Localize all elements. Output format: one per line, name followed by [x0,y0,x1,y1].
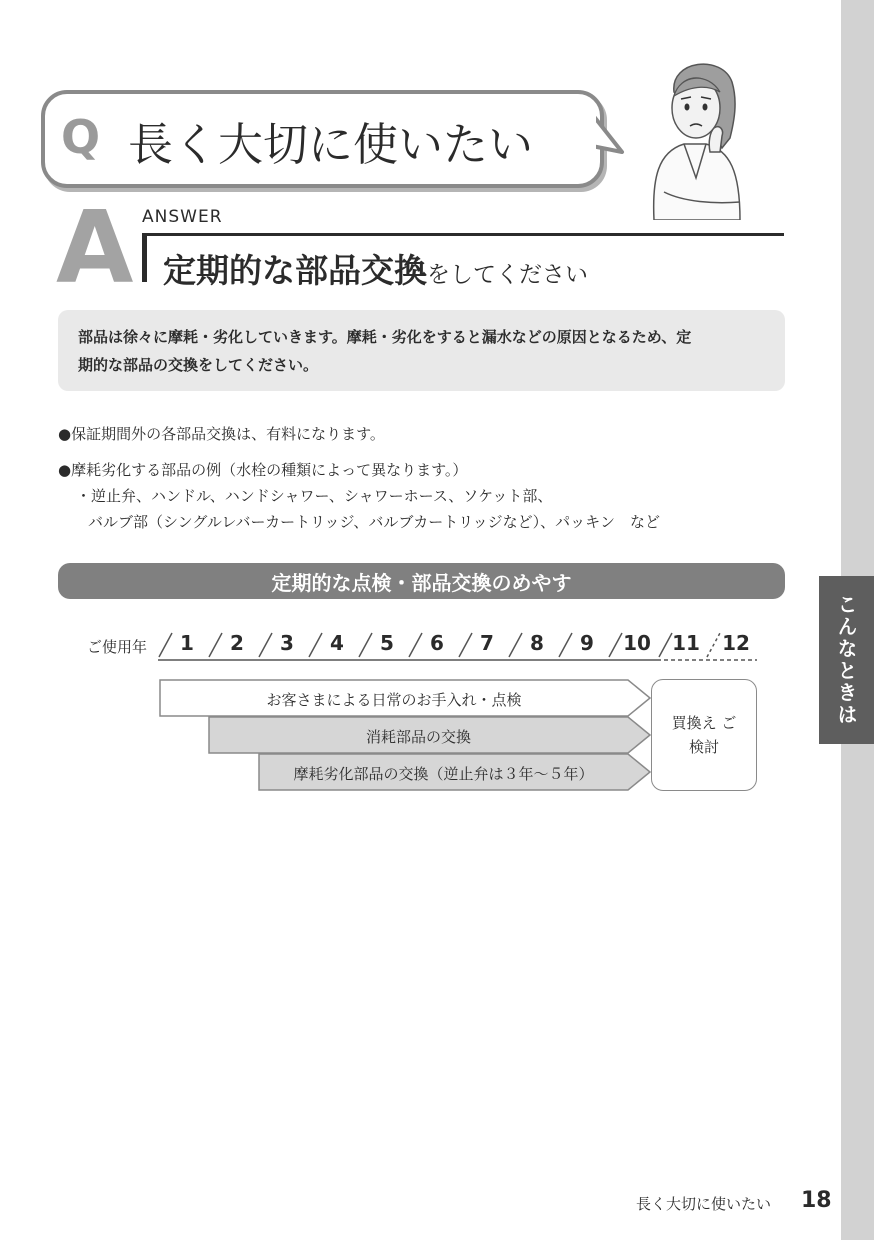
years-label: ご使用年 [87,638,148,656]
year-label: 9 [580,631,594,655]
examples-heading: ●摩耗劣化する部品の例（水栓の種類によって異なります。） [58,461,468,479]
replacement-box [651,679,757,791]
year-label: 8 [530,631,544,655]
daily-care-label: お客さまによる日常のお手入れ・点検 [266,691,522,709]
year-label: 5 [380,631,394,655]
schedule-heading: 定期的な点検・部品交換のめやす [58,563,785,599]
footer-title: 長く大切に使いたい [636,1195,772,1213]
year-label: 3 [280,631,294,655]
summary-line: 部品は徐々に摩耗・劣化していきます。摩耗・劣化をすると漏水などの原因となるため、定 [78,328,692,346]
examples-line: ・逆止弁、ハンドル、ハンドシャワー、シャワーホース、ソケット部、 [76,487,553,505]
page-number: 18 [801,1188,832,1213]
question-title: 長く大切に使いたい [128,118,534,171]
year-label: 12 [722,631,750,655]
wear-parts-label: 摩耗劣化部品の交換（逆止弁は３年～５年） [293,765,594,783]
warranty-note: ●保証期間外の各部品交換は、有料になります。 [58,425,385,443]
answer-title-main: 定期的な部品交換 [163,251,427,290]
year-label: 1 [180,631,194,655]
answer-title-sub: をしてください [427,262,588,288]
year-label: 11 [672,631,700,655]
year-label: 10 [623,631,651,655]
year-label: 2 [230,631,244,655]
answer-label: ANSWER [142,207,223,227]
question-mark-letter: Q [61,110,101,164]
examples-line: バルブ部（シングルレバーカートリッジ、バルブカートリッジなど）、パッキン など [88,513,660,531]
summary-line: 期的な部品の交換をしてください。 [78,356,319,374]
year-label: 4 [330,631,344,655]
consumable-label: 消耗部品の交換 [365,728,471,746]
replacement-label: 買換え ご検討 [671,714,737,756]
year-label: 6 [430,631,444,655]
answer-letter: A [56,189,134,306]
year-label: 7 [480,631,494,655]
section-tab[interactable]: こんなときは [819,576,874,744]
